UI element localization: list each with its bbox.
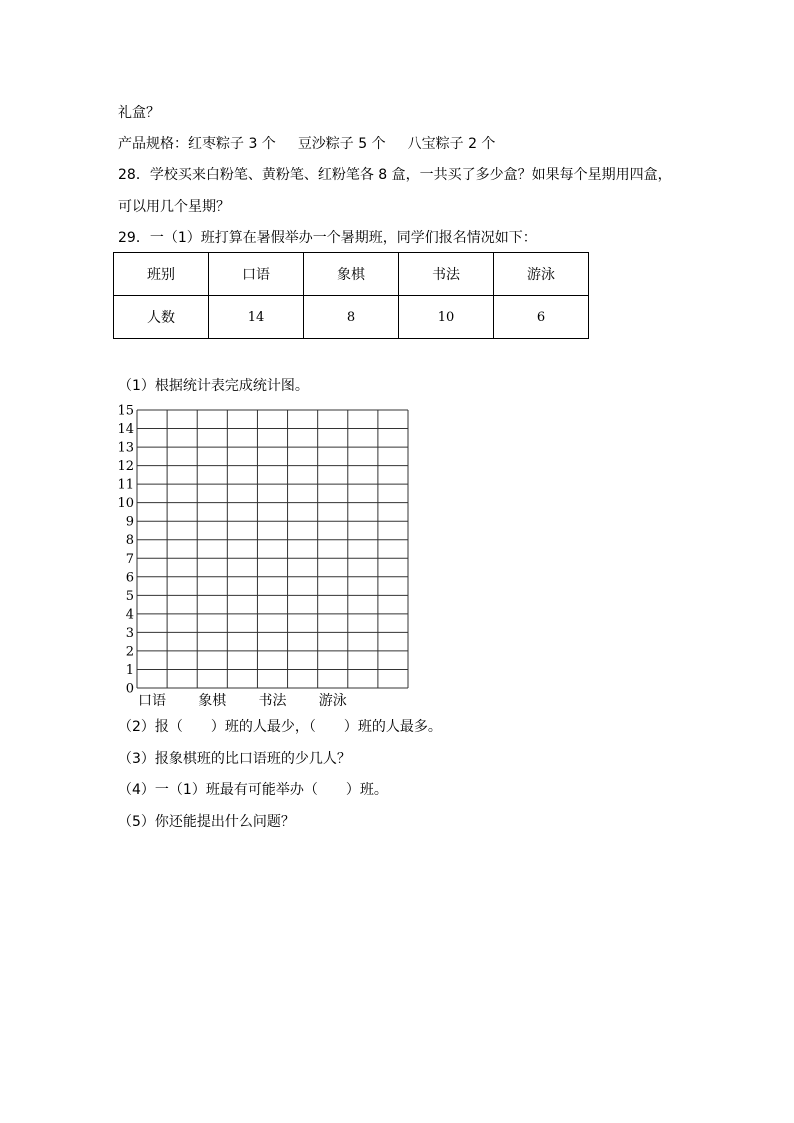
y-tick-label: 6 xyxy=(125,570,134,586)
y-tick-label: 0 xyxy=(125,681,134,697)
x-category-label: 象棋 xyxy=(198,693,227,709)
table-cell: 8 xyxy=(304,296,399,339)
table-cell: 6 xyxy=(494,296,589,339)
y-tick-label: 3 xyxy=(125,625,134,641)
y-tick-label: 9 xyxy=(125,514,134,530)
table-cell: 14 xyxy=(209,296,304,339)
question-28-line1: 28．学校买来白粉笔、黄粉笔、红粉笔各 8 盒，一共买了多少盒？如果每个星期用四盒， xyxy=(118,167,672,183)
spec-item-red-date: 红枣粽子 3 个 xyxy=(188,136,276,152)
table-row-label: 人数 xyxy=(114,296,209,339)
table-cell: 10 xyxy=(399,296,494,339)
x-category-label: 游泳 xyxy=(318,693,347,709)
y-tick-label: 5 xyxy=(125,588,134,604)
y-tick-label: 10 xyxy=(117,496,134,512)
spec-item-eight-treasure: 八宝粽子 2 个 xyxy=(407,136,496,152)
subquestion-2: （2）报（ ）班的人最少，（ ）班的人最多。 xyxy=(118,719,442,735)
question-29-intro: 29．一（1）班打算在暑假举办一个暑期班，同学们报名情况如下： xyxy=(118,230,537,246)
table-header-cell: 游泳 xyxy=(494,253,589,296)
subquestion-3: （3）报象棋班的比口语班的少几人？ xyxy=(118,751,351,767)
x-category-label: 书法 xyxy=(258,693,287,709)
y-tick-label: 14 xyxy=(117,422,134,438)
y-tick-label: 12 xyxy=(117,459,134,475)
table-header-cell: 班别 xyxy=(114,253,209,296)
y-tick-label: 15 xyxy=(117,403,134,419)
subquestion-1: （1）根据统计表完成统计图。 xyxy=(118,378,309,394)
table-header-cell: 象棋 xyxy=(304,253,399,296)
x-category-label: 口语 xyxy=(138,693,167,709)
table-header-cell: 书法 xyxy=(399,253,494,296)
y-tick-label: 7 xyxy=(125,551,134,567)
question-28-line2: 可以用几个星期？ xyxy=(118,199,230,215)
y-tick-label: 2 xyxy=(125,644,134,660)
spec-item-bean-paste: 豆沙粽子 5 个 xyxy=(297,136,386,152)
spec-label: 产品规格： xyxy=(118,136,188,152)
subquestion-4: （4）一（1）班最有可能举办（ ）班。 xyxy=(118,782,388,798)
y-tick-label: 11 xyxy=(117,477,134,493)
y-tick-label: 1 xyxy=(125,662,134,678)
y-tick-label: 4 xyxy=(125,607,134,623)
y-tick-label: 8 xyxy=(125,533,134,549)
table-header-cell: 口语 xyxy=(209,253,304,296)
gift-box-line: 礼盒？ xyxy=(118,105,160,121)
subquestion-5: （5）你还能提出什么问题？ xyxy=(118,814,295,830)
y-tick-label: 13 xyxy=(117,440,134,456)
